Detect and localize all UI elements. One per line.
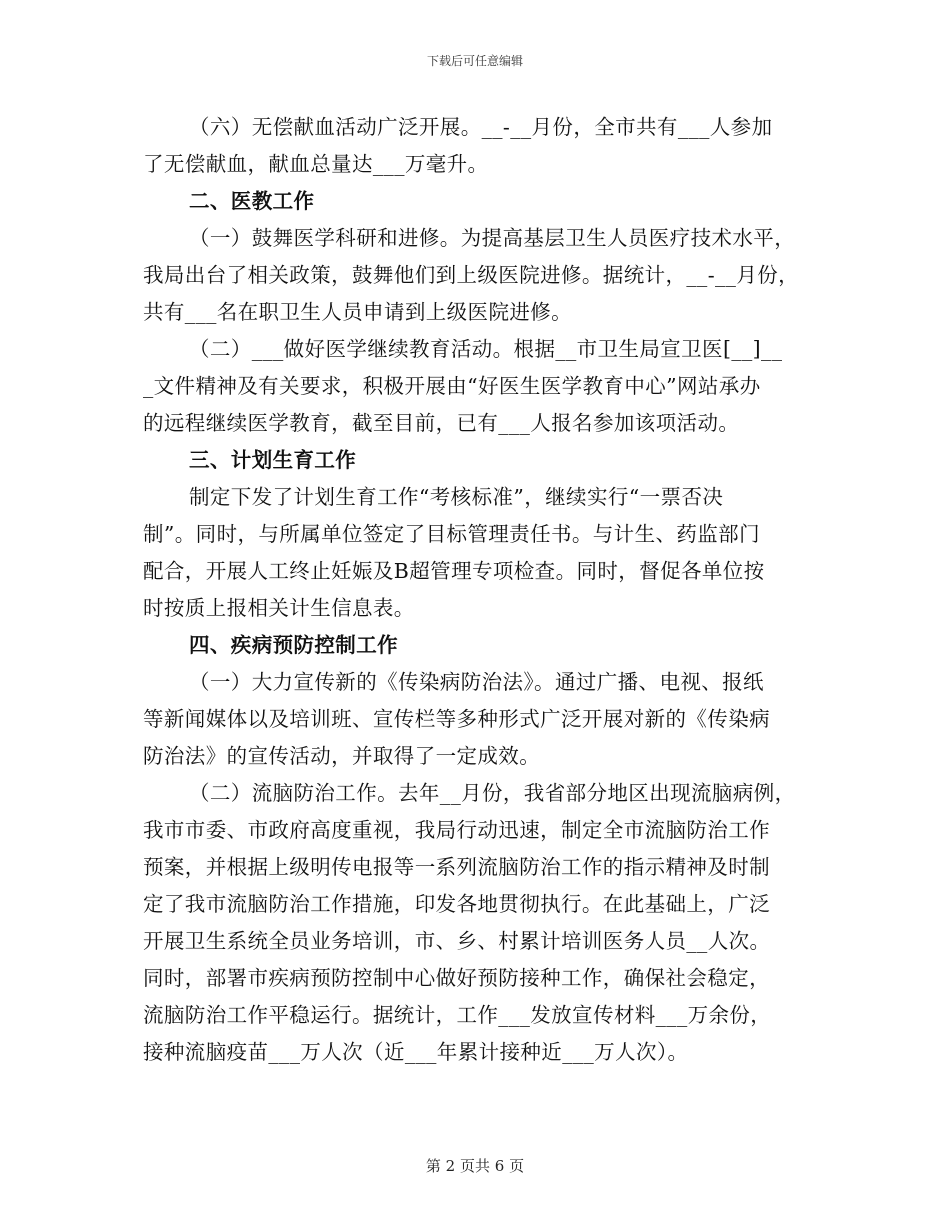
paragraph-line: 预案，并根据上级明传电报等一系列流脑防治工作的指示精神及时制 xyxy=(143,855,770,879)
page-header: 下载后可任意编辑 xyxy=(426,54,523,68)
paragraph-line: （一）大力宣传新的《传染病防治法》。通过广播、电视、报纸 xyxy=(189,670,764,694)
paragraph-line: 共有___名在职卫生人员申请到上级医院进修。 xyxy=(143,300,573,324)
paragraph-line: _文件精神及有关要求，积极开展由“好医生医学教育中心”网站承办 xyxy=(143,374,761,398)
paragraph-line: （二）___做好医学继续教育活动。根据__市卫生局宣卫医[__]__ xyxy=(189,337,783,361)
paragraph-line: （二）流脑防治工作。去年__月份，我省部分地区出现流脑病例， xyxy=(189,781,796,805)
paragraph-line: 的远程继续医学教育，截至目前，已有___人报名参加该项活动。 xyxy=(143,411,740,435)
paragraph-line: 我局出台了相关政策，鼓舞他们到上级医院进修。据统计，__-__月份， xyxy=(143,263,800,287)
paragraph-line: 了无偿献血，献血总量达___万毫升。 xyxy=(143,152,489,176)
paragraph-line: 制”。同时，与所属单位签定了目标管理责任书。与计生、药监部门 xyxy=(143,522,760,546)
paragraph-line: 流脑防治工作平稳运行。据统计，工作___发放宣传材料___万余份， xyxy=(143,1003,772,1027)
paragraph-line: 我市市委、市政府高度重视，我局行动迅速，制定全市流脑防治工作 xyxy=(143,818,770,842)
section-heading: 二、医教工作 xyxy=(189,189,315,213)
paragraph-line: 防治法》的宣传活动，并取得了一定成效。 xyxy=(143,744,541,768)
paragraph-line: 接种流脑疫苗___万人次（近___年累计接种近___万人次）。 xyxy=(143,1040,689,1064)
paragraph-line: （一）鼓舞医学科研和进修。为提高基层卫生人员医疗技术水平， xyxy=(189,226,796,250)
page-footer: 第 2 页共 6 页 xyxy=(425,1157,525,1175)
paragraph-line: 开展卫生系统全员业务培训，市、乡、村累计培训医务人员__人次。 xyxy=(143,929,771,953)
section-heading: 四、疾病预防控制工作 xyxy=(189,633,398,657)
paragraph-line: 等新闻媒体以及培训班、宣传栏等多种形式广泛开展对新的《传染病 xyxy=(143,707,770,731)
paragraph-line: 制定下发了计划生育工作“考核标准”，继续实行“一票否决 xyxy=(189,485,724,509)
paragraph-line: 同时，部署市疾病预防控制中心做好预防接种工作，确保社会稳定， xyxy=(143,966,770,990)
document-body xyxy=(143,109,808,1071)
paragraph-line: 配合，开展人工终止妊娠及B超管理专项检查。同时，督促各单位按 xyxy=(143,559,765,583)
section-heading: 三、计划生育工作 xyxy=(189,448,357,472)
paragraph-line: 定了我市流脑防治工作措施，印发各地贯彻执行。在此基础上，广泛 xyxy=(143,892,770,916)
paragraph-line: （六）无偿献血活动广泛开展。__-__月份，全市共有___人参加 xyxy=(189,115,773,139)
paragraph-line: 时按质上报相关计生信息表。 xyxy=(143,596,415,620)
